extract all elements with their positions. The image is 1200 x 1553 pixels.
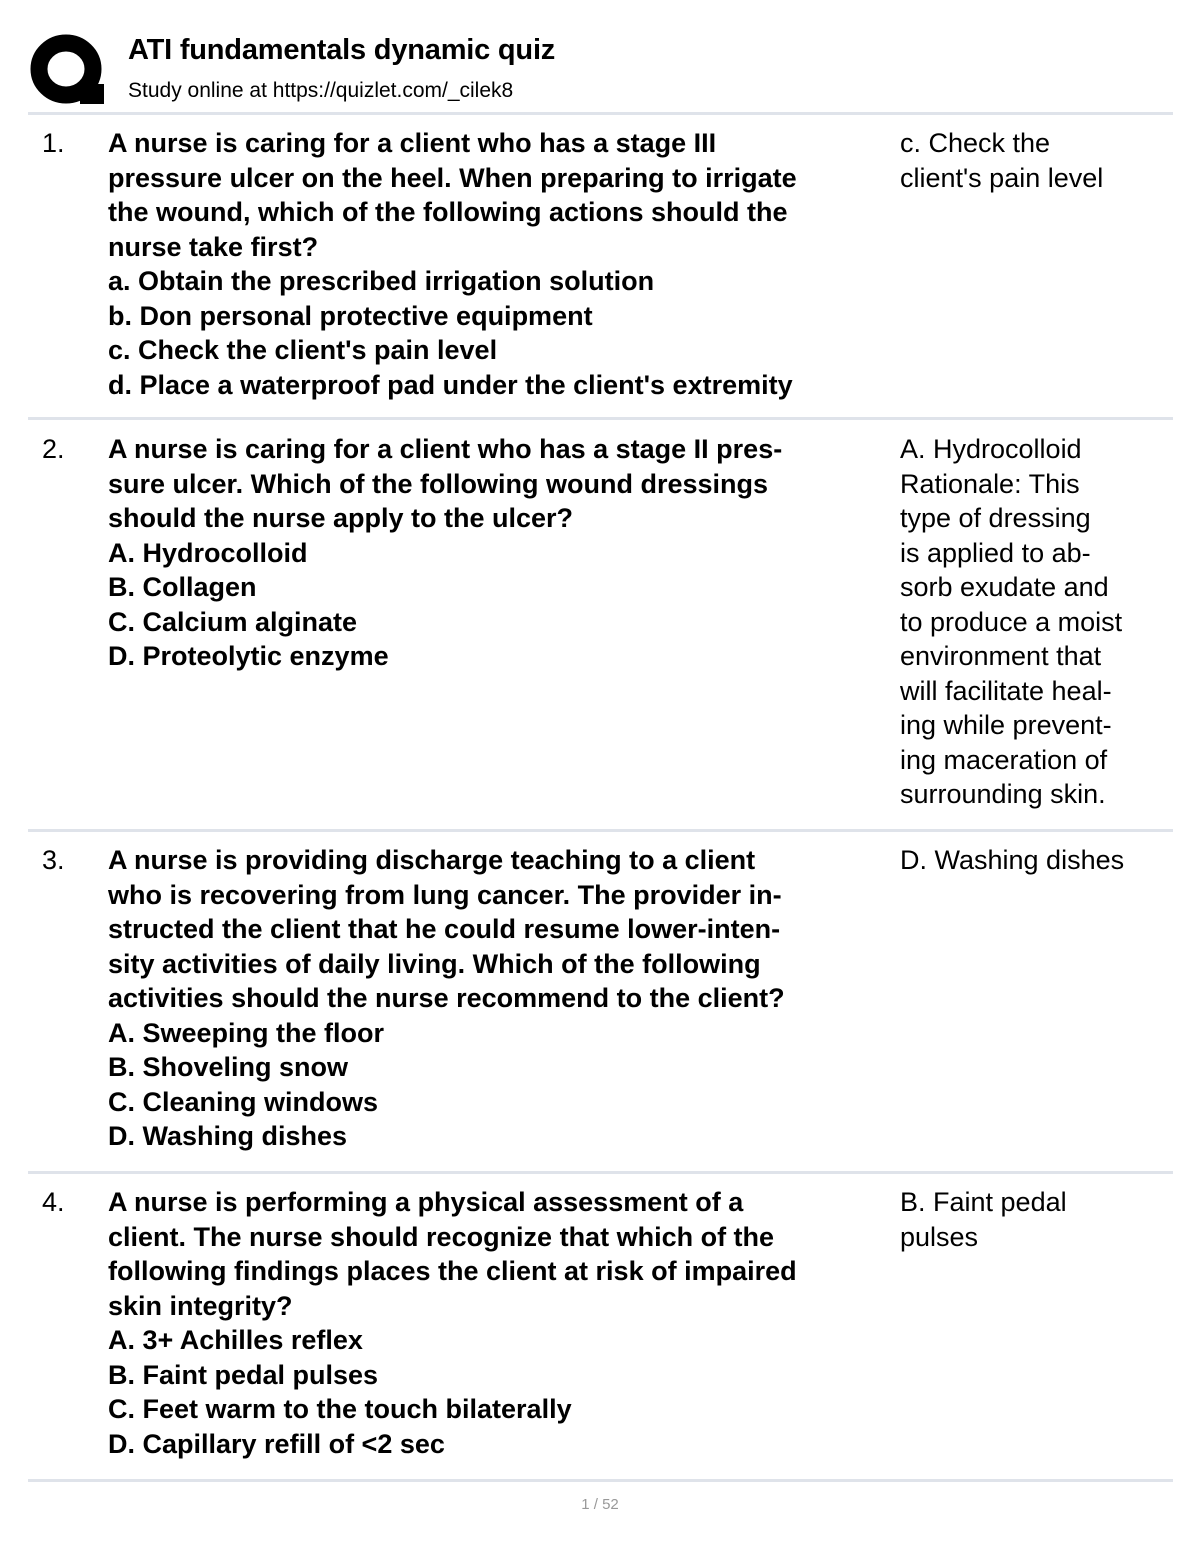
answer-option: D. Capillary refill of <2 sec [108, 1428, 445, 1459]
divider [28, 112, 1173, 115]
answer-line: B. Faint pedal [900, 1187, 1067, 1217]
question-line: activities should the nurse recommend to the client? [108, 983, 785, 1013]
question-line: nurse take first? [108, 231, 319, 262]
question-line: pressure ulcer on the heel. When preparing to irrigate [108, 162, 797, 193]
answer-option: A. Hydrocolloid [108, 537, 308, 568]
divider [28, 1171, 1173, 1174]
question-text [108, 843, 898, 1154]
question-number: 1. [42, 128, 65, 158]
answer-line: pulses [900, 1221, 979, 1252]
divider [28, 1479, 1173, 1482]
question-line: should the nurse apply to the ulcer? [108, 503, 574, 533]
question-line: A nurse is performing a physical assessment of a [108, 1187, 744, 1217]
answer-option: B. Collagen [108, 572, 257, 602]
answer-text [900, 432, 1172, 812]
question-line: who is recovering from lung cancer. The provider in- [108, 879, 782, 910]
answer-option: D. Proteolytic enzyme [108, 641, 389, 671]
answer-line: will facilitate heal- [900, 675, 1112, 706]
answer-option: b. Don personal protective equipment [108, 300, 593, 331]
question-line: following findings places the client at risk of impaired [108, 1256, 797, 1286]
answer-text [900, 843, 1172, 878]
quizlet-q-logo-icon [30, 32, 106, 108]
answer-option: D. Washing dishes [108, 1121, 348, 1151]
answer-line: Rationale: This [900, 468, 1080, 499]
answer-line: type of dressing [900, 503, 1091, 533]
answer-option: A. Sweeping the floor [108, 1017, 385, 1048]
answer-option: C. Cleaning windows [108, 1086, 379, 1117]
answer-option: c. Check the client's pain level [108, 335, 498, 365]
question-line: A nurse is caring for a client who has a stage II pres- [108, 434, 783, 464]
question-text [108, 126, 898, 402]
answer-option: a. Obtain the prescribed irrigation solution [108, 266, 655, 296]
answer-line: client's pain level [900, 162, 1104, 193]
document-title: ATI fundamentals dynamic quiz [128, 34, 556, 66]
study-online-link[interactable]: Study online at https://quizlet.com/_cilek8 [128, 79, 514, 102]
answer-text [900, 126, 1172, 195]
answer-option: d. Place a waterproof pad under the client's extremity [108, 369, 793, 400]
divider [28, 417, 1173, 420]
answer-text [900, 1185, 1172, 1254]
question-number: 2. [42, 434, 65, 464]
question-text [108, 1185, 898, 1461]
divider [28, 829, 1173, 832]
question-line: the wound, which of the following actions should the [108, 197, 788, 227]
question-line: A nurse is caring for a client who has a stage III [108, 128, 717, 158]
answer-line: surrounding skin. [900, 779, 1106, 809]
answer-option: B. Shoveling snow [108, 1052, 349, 1082]
page-header [30, 28, 1174, 108]
answer-line: sorb exudate and [900, 572, 1109, 602]
question-line: client. The nurse should recognize that which of the [108, 1221, 775, 1252]
question-line: A nurse is providing discharge teaching to a client [108, 845, 756, 875]
answer-option: A. 3+ Achilles reflex [108, 1325, 363, 1355]
answer-option: C. Feet warm to the touch bilaterally [108, 1394, 572, 1424]
answer-line: is applied to ab- [900, 537, 1091, 568]
answer-option: C. Calcium alginate [108, 606, 358, 637]
question-line: sure ulcer. Which of the following wound dressings [108, 468, 769, 499]
question-text [108, 432, 898, 674]
question-number: 4. [42, 1187, 65, 1217]
answer-line: environment that [900, 641, 1102, 671]
question-line: structed the client that he could resume lower-inten- [108, 914, 781, 944]
answer-line: to produce a moist [900, 606, 1123, 637]
question-line: sity activities of daily living. Which of the following [108, 948, 761, 979]
answer-line: A. Hydrocolloid [900, 434, 1082, 464]
answer-line: c. Check the [900, 128, 1051, 158]
question-line: skin integrity? [108, 1290, 293, 1321]
question-number: 3. [42, 845, 65, 875]
answer-line: ing maceration of [900, 744, 1108, 775]
answer-option: B. Faint pedal pulses [108, 1359, 379, 1390]
answer-line: ing while prevent- [900, 710, 1112, 740]
page-indicator: 1 / 52 [581, 1496, 619, 1513]
answer-line: D. Washing dishes [900, 845, 1125, 875]
